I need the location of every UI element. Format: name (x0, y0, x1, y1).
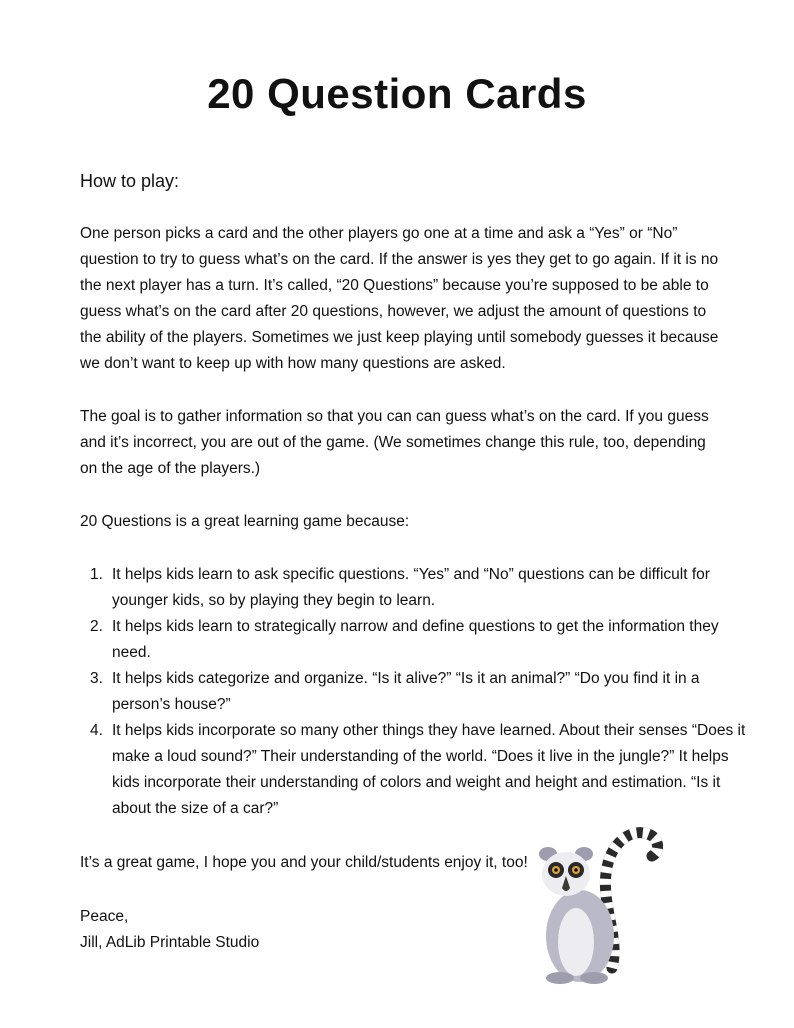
rules-paragraph: One person picks a card and the other players go one at a time and ask a “Yes” or “No” question to try to guess what’s on the card. If the answer is yes they get to go again. If it is no the next player has a turn. It’s called, “20 Questions” because you’re supposed to be able to guess what’s on the card after 20 questions, however, we adjust the amount of questions to the ability of the players. Sometimes we just keep playing until somebody guesses it because we don’t want to keep up with how many questions are asked. (80, 225, 719, 372)
goal-paragraph: The goal is to gather information so that you can can guess what’s on the card. If you guess and it’s incorrect, you are out of the game. (We sometimes change this rule, too, depending on the age of the players.) (80, 408, 709, 477)
list-item-text: It helps kids learn to ask specific questions. “Yes” and “No” questions can be difficult for younger kids, so by playing they begin to learn. (112, 566, 710, 609)
list-item (90, 718, 752, 822)
list-item-text: It helps kids learn to strategically narrow and define questions to get the information they need. (112, 618, 719, 661)
list-item (90, 562, 752, 614)
list-item-number: 2. (90, 618, 103, 635)
lemur-tail (605, 833, 657, 968)
lemur-illustration (520, 818, 670, 988)
signoff-greeting: Peace, (80, 908, 129, 925)
list-item-number: 3. (90, 670, 103, 687)
closing-line: It’s a great game, I hope you and your child/students enjoy it, too! (80, 854, 528, 871)
reasons-list (80, 562, 752, 822)
list-item-text: It helps kids incorporate so many other things they have learned. About their senses “Does it make a loud sound?” Their understanding of the world. “Does it live in the jungle?” It helps kids incorporate their understanding of colors and weight and height and estimation. “Is it about the size of a car?” (112, 722, 746, 817)
how-to-play-heading: How to play: (80, 171, 180, 191)
page-title: 20 Question Cards (207, 70, 587, 117)
signoff-author: Jill, AdLib Printable Studio (80, 934, 260, 951)
list-item (90, 614, 752, 666)
list-item-number: 1. (90, 566, 103, 583)
list-item-text: It helps kids categorize and organize. “Is it alive?” “Is it an animal?” “Do you find it in a person’s house?” (112, 670, 700, 713)
reasons-intro: 20 Questions is a great learning game because: (80, 513, 410, 530)
list-item (90, 666, 752, 718)
list-item-number: 4. (90, 722, 103, 739)
